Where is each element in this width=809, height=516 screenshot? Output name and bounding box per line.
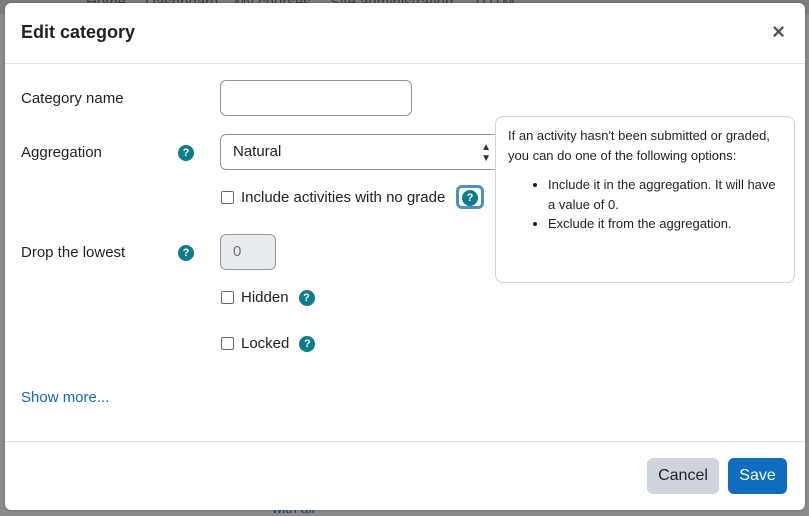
show-more-link[interactable]: Show more... — [21, 389, 110, 406]
aggregation-help-icon[interactable]: ? — [178, 145, 194, 161]
aggregation-selected-value: Natural — [233, 143, 282, 160]
category-name-label: Category name — [21, 90, 124, 107]
edit-category-modal — [5, 3, 805, 510]
close-icon[interactable]: × — [772, 19, 785, 44]
include-no-grade-help-icon[interactable]: ? — [462, 190, 478, 206]
save-button[interactable]: Save — [728, 458, 787, 494]
popover-intro: If an activity hasn't been submitted or graded, you can do one of the following options: — [508, 128, 770, 163]
modal-header — [5, 3, 805, 64]
locked-label: Locked — [241, 335, 290, 352]
locked-checkbox[interactable] — [221, 337, 234, 350]
popover-list-item: • Include it in the aggregation. It will have a value of 0. — [548, 175, 782, 214]
hidden-row — [221, 289, 315, 306]
drop-lowest-input: 0 — [220, 234, 276, 270]
aggregation-select[interactable] — [220, 134, 500, 170]
drop-lowest-help-icon[interactable]: ? — [178, 245, 194, 261]
chevron-updown-icon: ▲ ▼ — [481, 142, 491, 164]
help-popover — [495, 116, 795, 283]
aggregation-label: Aggregation — [21, 144, 102, 161]
category-name-input[interactable] — [220, 80, 412, 116]
cancel-button[interactable]: Cancel — [647, 458, 719, 494]
locked-row — [221, 335, 315, 352]
popover-list-item: • Exclude it from the aggregation. — [548, 214, 782, 234]
modal-title: Edit category — [21, 22, 136, 42]
locked-help-icon[interactable]: ? — [299, 336, 315, 352]
drop-lowest-label: Drop the lowest — [21, 244, 126, 261]
hidden-checkbox[interactable] — [221, 291, 234, 304]
modal-footer-divider — [5, 441, 805, 442]
hidden-help-icon[interactable]: ? — [299, 290, 315, 306]
include-no-grade-checkbox[interactable] — [221, 191, 234, 204]
popover-list — [508, 175, 782, 234]
include-no-grade-label: Include activities with no grade — [241, 189, 446, 206]
hidden-label: Hidden — [241, 289, 289, 306]
include-no-grade-row — [221, 189, 445, 206]
